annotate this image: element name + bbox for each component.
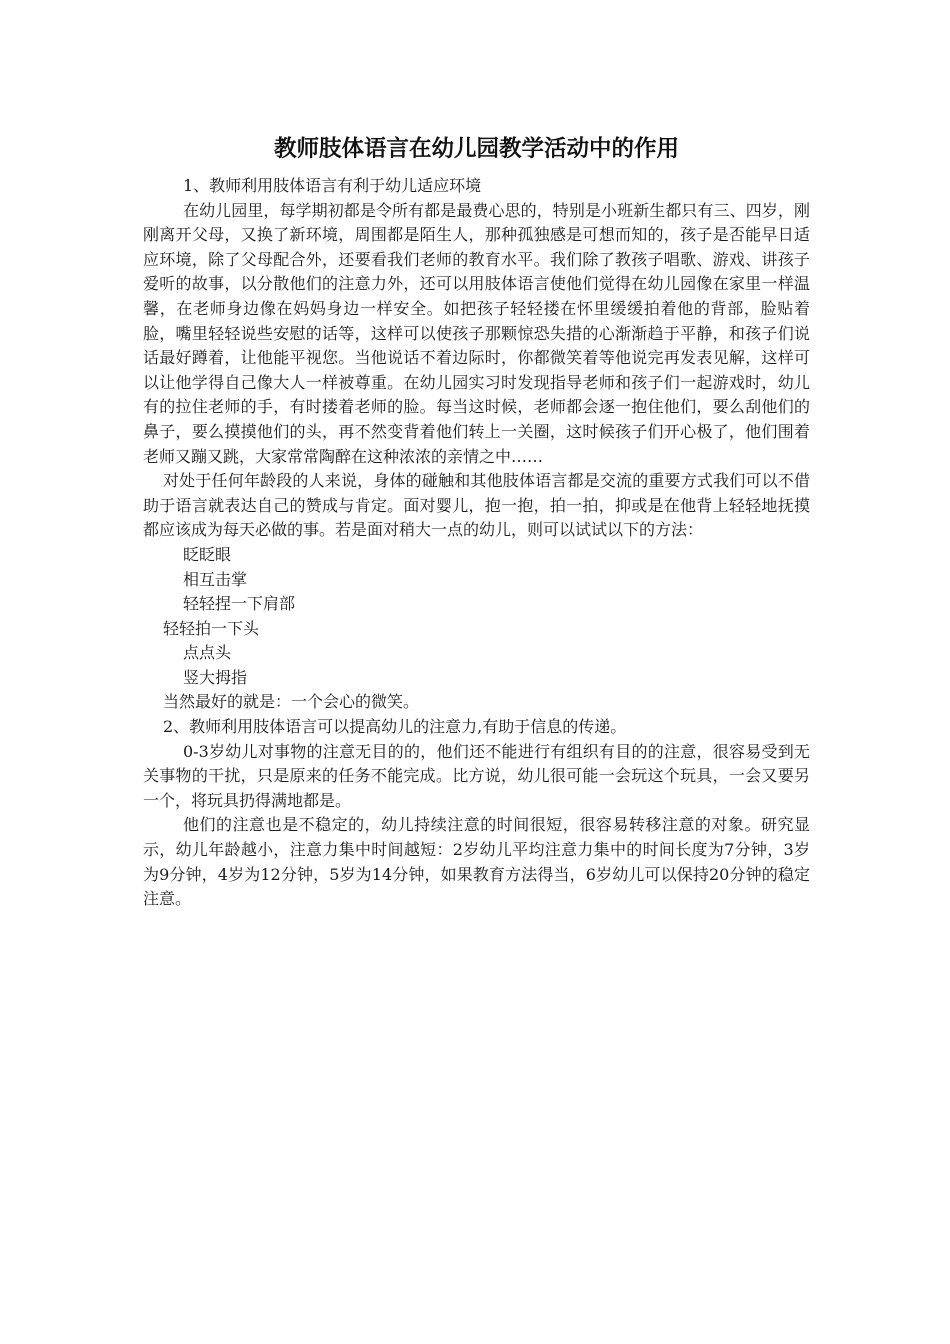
document-page bbox=[143, 133, 810, 912]
method-item: 竖大拇指 bbox=[183, 667, 248, 687]
method-item: 相互击掌 bbox=[183, 569, 248, 589]
paragraph-4: 他们的注意也是不稳定的，幼儿持续注意的时间很短，很容易转移注意的对象。研究显示，幼儿年龄越小，注意力集中时间越短：2岁幼儿平均注意力集中的时间长度为7分钟，3岁为9分钟，4岁为12分钟，5岁为14分钟，如果教育方法得当，6岁幼儿可以保持20分钟的稳定注意。 bbox=[143, 815, 810, 909]
paragraph-2: 对处于任何年龄段的人来说，身体的碰触和其他肢体语言都是交流的重要方式我们可以不借助于语言就表达自己的赞成与肯定。面对婴儿，抱一抱，拍一拍，抑或是在他背上轻轻地抚摸都应该成为每天必做的事。若是面对稍大一点的幼儿，则可以试试以下的方法： bbox=[143, 471, 810, 540]
method-item: 眨眨眼 bbox=[183, 544, 232, 564]
method-item: 轻轻拍一下头 bbox=[163, 618, 260, 638]
document-title: 教师肢体语言在幼儿园教学活动中的作用 bbox=[273, 136, 679, 162]
conclusion-line: 当然最好的就是：一个会心的微笑。 bbox=[163, 692, 420, 712]
method-item: 轻轻捏一下肩部 bbox=[183, 594, 296, 614]
paragraph-3: 0-3岁幼儿对事物的注意无目的的，他们还不能进行有组织有目的的注意，很容易受到无关事物的干扰，只是原来的任务不能完成。比方说，幼儿很可能一会玩这个玩具，一会又要另一个，将玩具扔得满地都是。 bbox=[143, 741, 810, 810]
paragraph-1: 在幼儿园里，每学期初都是令所有都是最费心思的，特别是小班新生都只有三、四岁，刚刚离开父母，又换了新环境，周围都是陌生人，那种孤独感是可想而知的，孩子是否能早日适应环境，除了父母配合外，还要看我们老师的教育水平。我们除了教孩子唱歌、游戏、讲孩子爱听的故事，以分散他们的注意力外，还可以用肢体语言使他们觉得在幼儿园像在家里一样温馨，在老师身边像在妈妈身边一样安全。如把孩子轻轻搂在怀里缓缓拍着他的背部，脸贴着脸，嘴里轻轻说些安慰的话等，这样可以使孩子那颗惊恐失措的心渐渐趋于平静，和孩子们说话最好蹲着，让他能平视您。当他说话不着边际时，你都微笑着等他说完再发表见解，这样可以让他学得自己像大人一样被尊重。在幼儿园实习时发现指导老师和孩子们一起游戏时，幼儿有的拉住老师的手，有时搂着老师的脸。每当这时候，老师都会逐一抱住他们，要么刮他们的鼻子，要么摸摸他们的头，再不然变背着他们转上一关圈，这时候孩子们开心极了，他们围着老师又蹦又跳，大家常常陶醉在这种浓浓的亲情之中…… bbox=[143, 200, 810, 466]
section-1-heading: 1、教师利用肢体语言有利于幼儿适应环境 bbox=[183, 176, 482, 195]
method-item: 点点头 bbox=[183, 643, 232, 663]
section-2-heading: 2、教师利用肢体语言可以提高幼儿的注意力,有助于信息的传递。 bbox=[163, 717, 627, 737]
